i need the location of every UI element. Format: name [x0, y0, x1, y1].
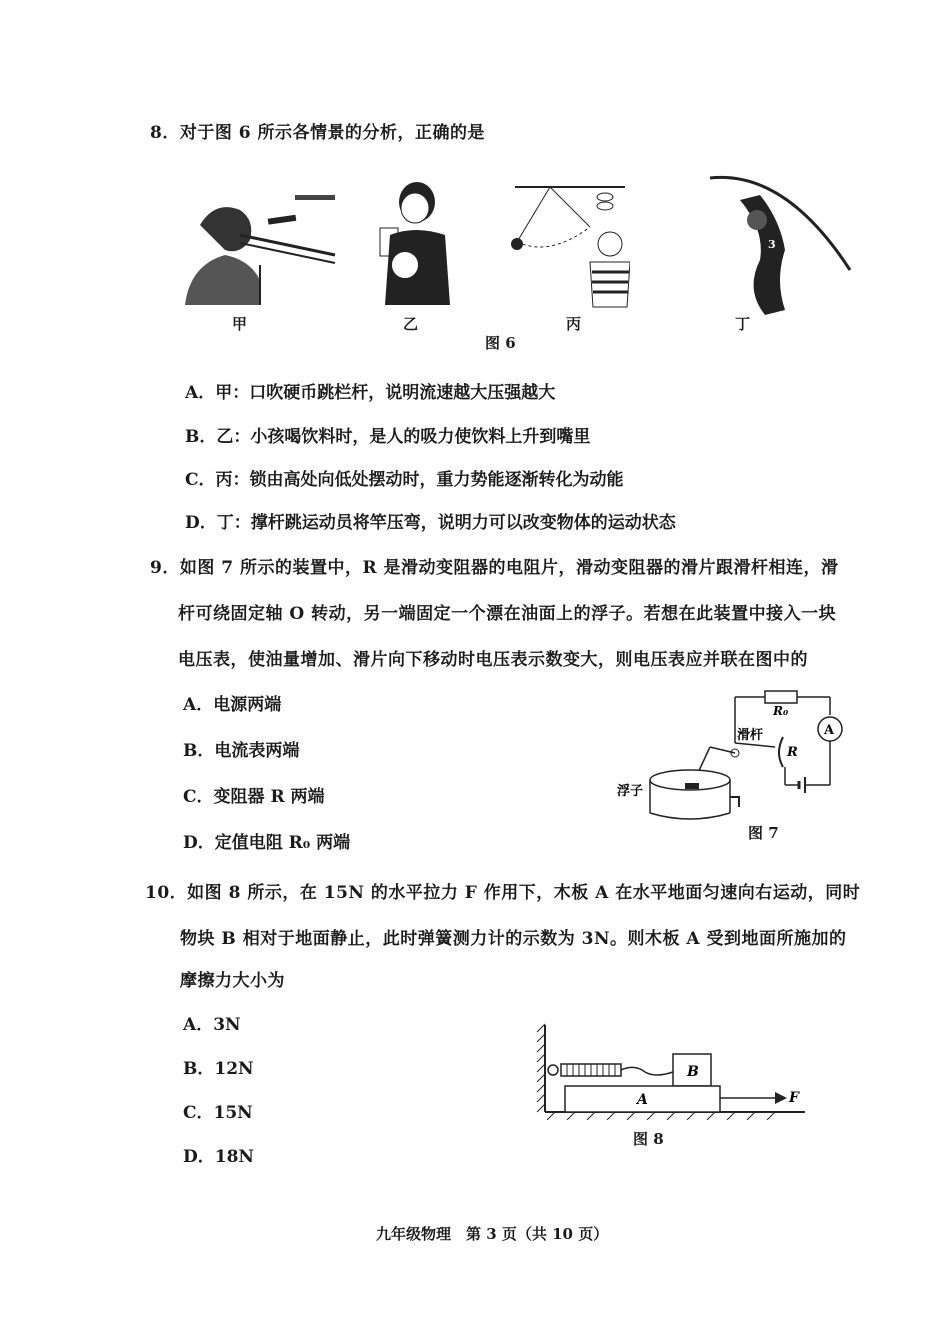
fig8-caption: 图 8 [633, 1130, 664, 1148]
q9-stem-line1: 9．如图 7 所示的装置中，R 是滑动变阻器的电阻片，滑动变阻器的滑片跟滑杆相连，滑 [150, 558, 839, 578]
q9-option-a[interactable]: A．电源两端 [183, 695, 282, 715]
q8-option-a[interactable]: A．甲：口吹硬币跳栏杆，说明流速越大压强越大 [185, 383, 556, 403]
fig8-spring-block-diagram [535, 1020, 810, 1120]
fig7-caption: 图 7 [748, 824, 779, 842]
fig8-label-block-b: B [687, 1064, 699, 1080]
fig6-bing-illustration [505, 182, 630, 310]
fig7-label-r: R [787, 745, 798, 760]
q10-option-c[interactable]: C．15N [183, 1103, 253, 1123]
q9-option-d[interactable]: D．定值电阻 R₀ 两端 [183, 833, 351, 853]
q9-stem-line2: 杆可绕固定轴 O 转动，另一端固定一个漂在油面上的浮子。若想在此装置中接入一块 [178, 604, 837, 624]
q9-option-b[interactable]: B．电流表两端 [183, 741, 300, 761]
q8-stem: 8．对于图 6 所示各情景的分析，正确的是 [150, 123, 485, 143]
q10-stem-line2: 物块 B 相对于地面静止，此时弹簧测力计的示数为 3N。则木板 A 受到地面所施加的 [180, 929, 847, 949]
q10-option-d[interactable]: D．18N [183, 1147, 254, 1167]
q10-option-a[interactable]: A．3N [183, 1015, 241, 1035]
fig6-ding-illustration [705, 170, 855, 320]
fig6-label-yi: 乙 [403, 315, 419, 333]
fig7-circuit-diagram [615, 685, 875, 845]
fig8-label-board-a: A [637, 1092, 648, 1108]
fig6-label-jia: 甲 [232, 315, 248, 333]
fig6-label-bing: 丙 [566, 315, 582, 333]
q10-option-b[interactable]: B．12N [183, 1059, 254, 1079]
fig7-label-slider: 滑杆 [737, 728, 764, 743]
fig6-caption: 图 6 [485, 334, 516, 352]
page-footer: 九年级物理 第 3 页（共 10 页） [376, 1225, 609, 1243]
q10-stem-line1: 10．如图 8 所示，在 15N 的水平拉力 F 作用下，木板 A 在水平地面匀速向右运动，同时 [145, 883, 861, 903]
q8-option-b[interactable]: B．乙：小孩喝饮料时，是人的吸力使饮料上升到嘴里 [185, 427, 591, 447]
fig7-label-float: 浮子 [617, 784, 644, 799]
fig7-label-ammeter: A [824, 723, 835, 738]
q10-stem-line3: 摩擦力大小为 [180, 971, 285, 991]
q9-option-c[interactable]: C．变阻器 R 两端 [183, 787, 325, 807]
q8-option-d[interactable]: D．丁：撑杆跳运动员将竿压弯，说明力可以改变物体的运动状态 [185, 513, 676, 533]
q8-option-c[interactable]: C．丙：锁由高处向低处摆动时，重力势能逐渐转化为动能 [185, 470, 624, 490]
q9-stem-line3: 电压表，使油量增加、滑片向下移动时电压表示数变大，则电压表应并联在图中的 [178, 650, 808, 670]
fig6-label-ding: 丁 [735, 315, 751, 333]
fig8-label-force: F [789, 1090, 799, 1106]
fig6-yi-illustration [375, 180, 455, 310]
fig7-label-r0: R₀ [773, 704, 789, 718]
fig6-jia-illustration [180, 185, 340, 310]
svg-text:3: 3 [768, 238, 776, 251]
